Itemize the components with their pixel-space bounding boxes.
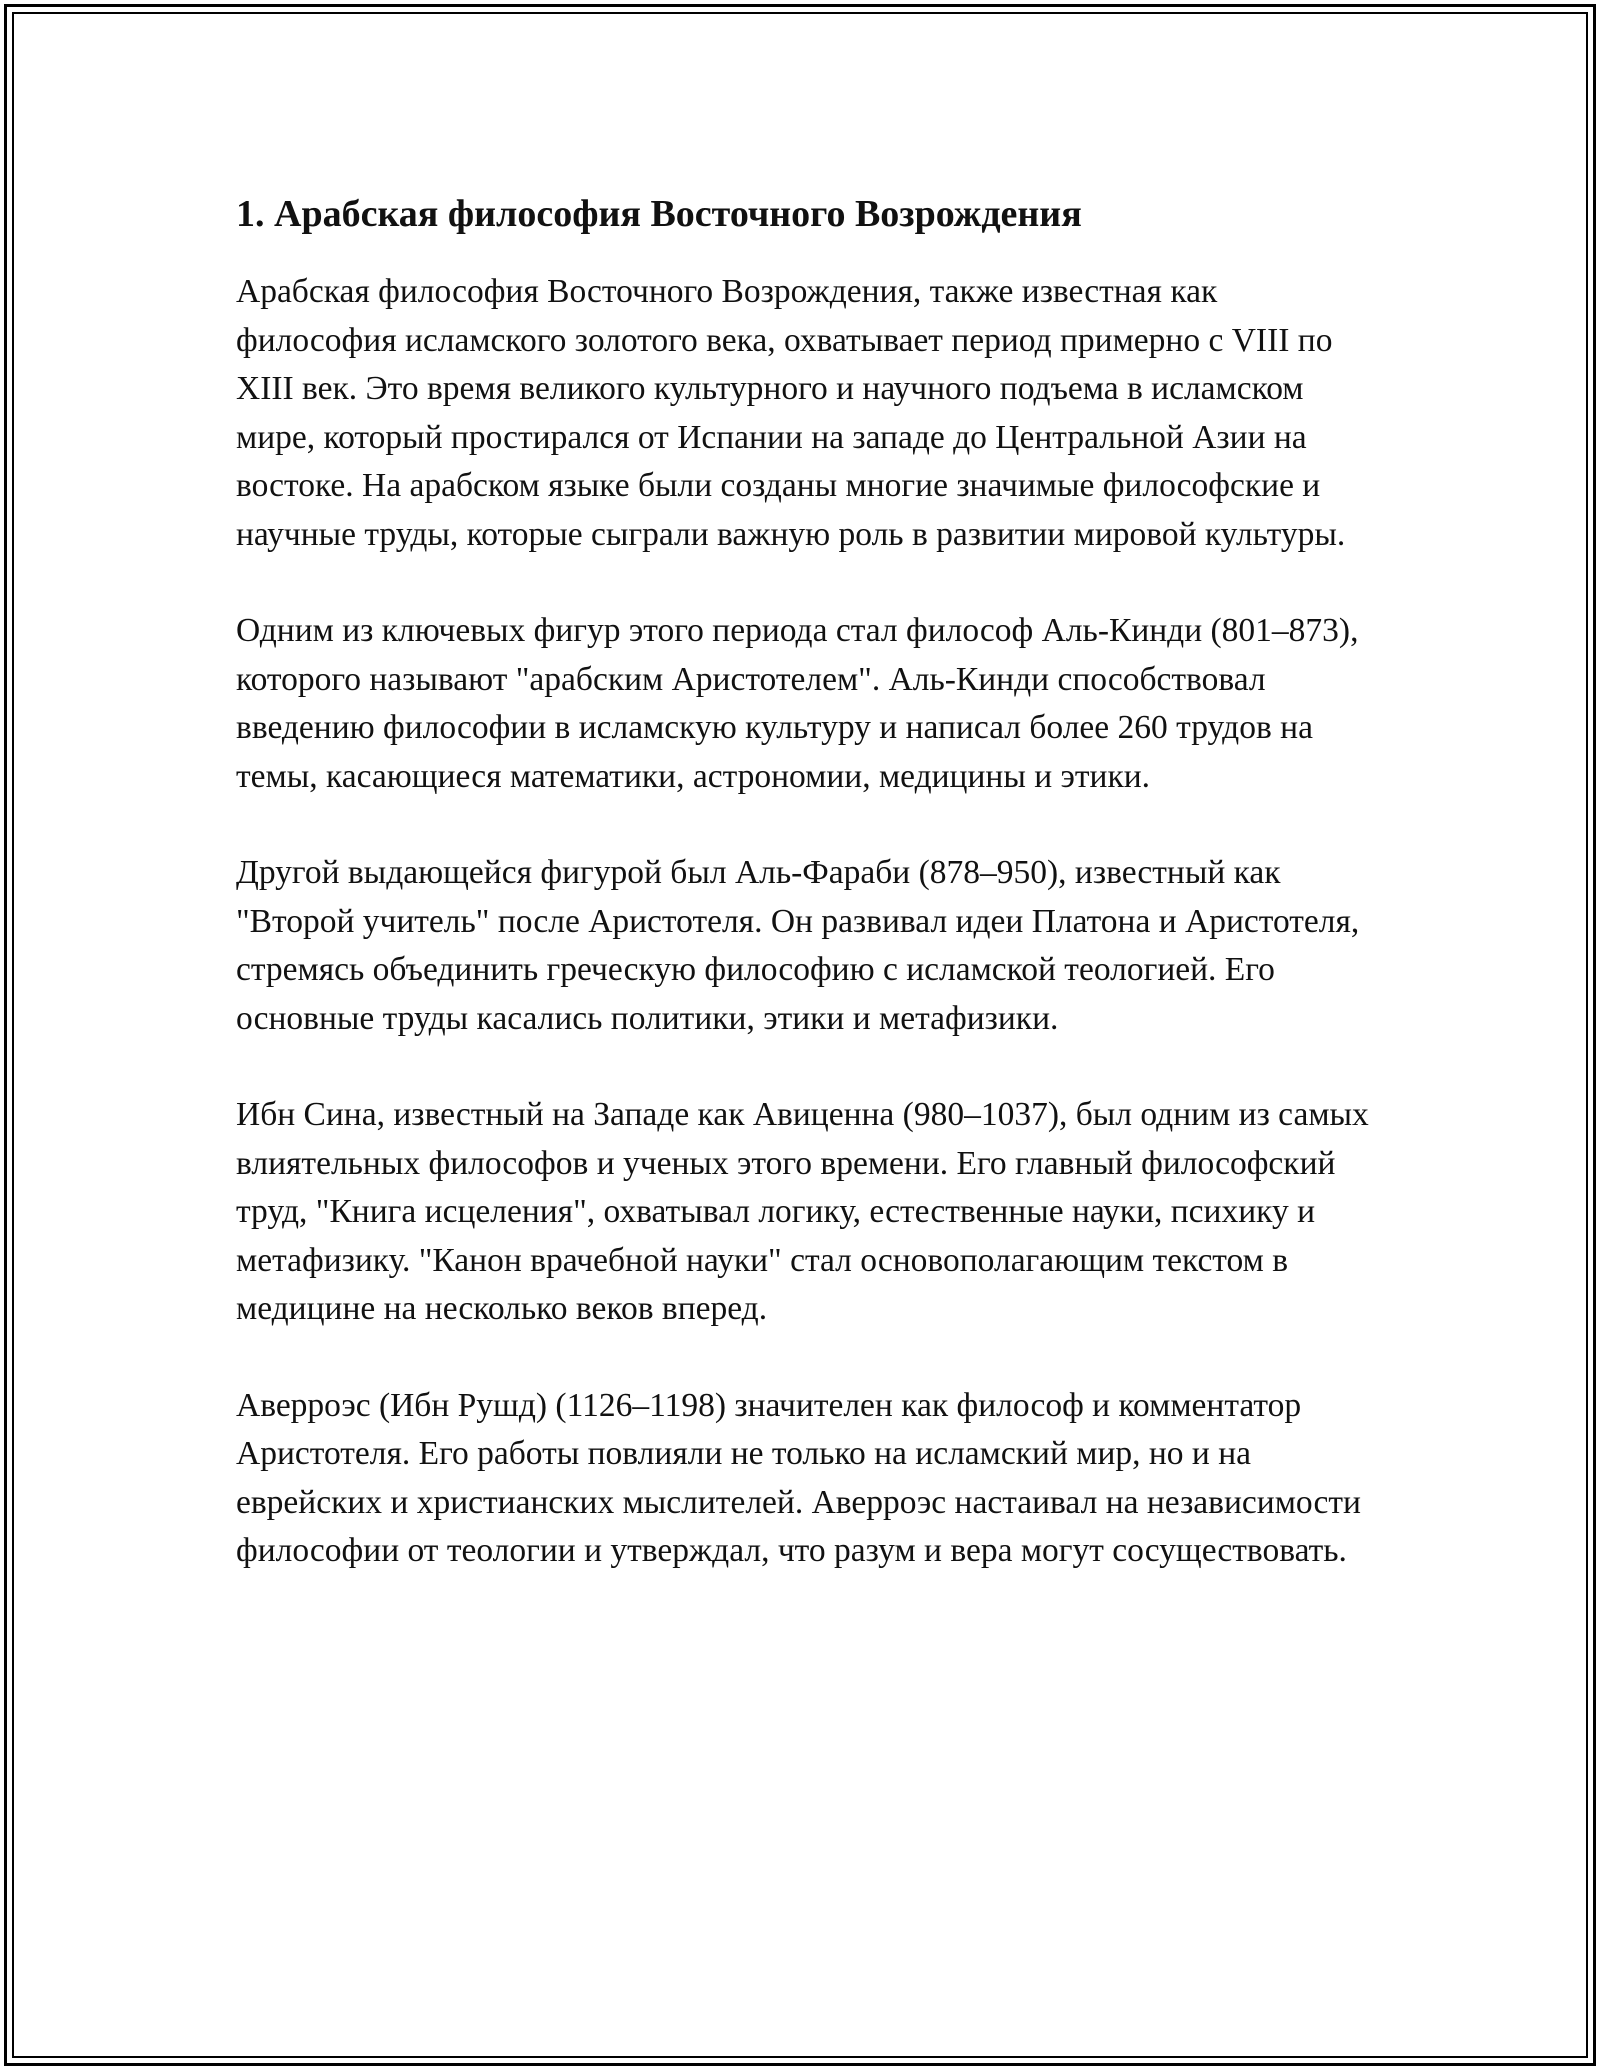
section-heading: 1. Арабская философия Восточного Возрождения [236, 193, 1082, 235]
document-body [236, 186, 1376, 1624]
paragraph-al-kindi: Одним из ключевых фигур этого периода стал философ Аль-Кинди (801–873), которого называют "арабским Аристотелем". Аль-Кинди способствовал введению философии в исламскую культуру и написал более 260 трудов на темы, касающиеся математики, астрономии, медицины и этики. [236, 612, 1359, 795]
paragraph-ibn-sina: Ибн Сина, известный на Западе как Авиценна (980–1037), был одним из самых влиятельных философов и ученых этого времени. Его главный философский труд, "Книга исцеления", охватывал логику, естественные науки, психику и метафизику. "Канон врачебной науки" стал основополагающим текстом в медицине на несколько веков вперед. [236, 1096, 1369, 1327]
paragraph-averroes: Аверроэс (Ибн Рушд) (1126–1198) значителен как философ и комментатор Аристотеля. Его работы повлияли не только на исламский мир, но и на еврейских и христианских мыслителей. Аверроэс настаивал на независимости философии от теологии и утверждал, что разум и вера могут сосуществовать. [236, 1386, 1361, 1569]
paragraph-al-farabi: Другой выдающейся фигурой был Аль-Фараби (878–950), известный как "Второй учитель" после Аристотеля. Он развивал идеи Платона и Аристотеля, стремясь объединить греческую философию с исламской теологией. Его основные труды касались политики, этики и метафизики. [236, 854, 1360, 1037]
paragraph-intro: Арабская философия Восточного Возрождения, также известная как философия исламского золотого века, охватывает период примерно с VIII по XIII век. Это время великого культурного и научного подъема в исламском мире, который простирался от Испании на западе до Центральной Азии на востоке. На арабском языке были созданы многие значимые философские и научные труды, которые сыграли важную роль в развитии мировой культуры. [236, 273, 1346, 553]
